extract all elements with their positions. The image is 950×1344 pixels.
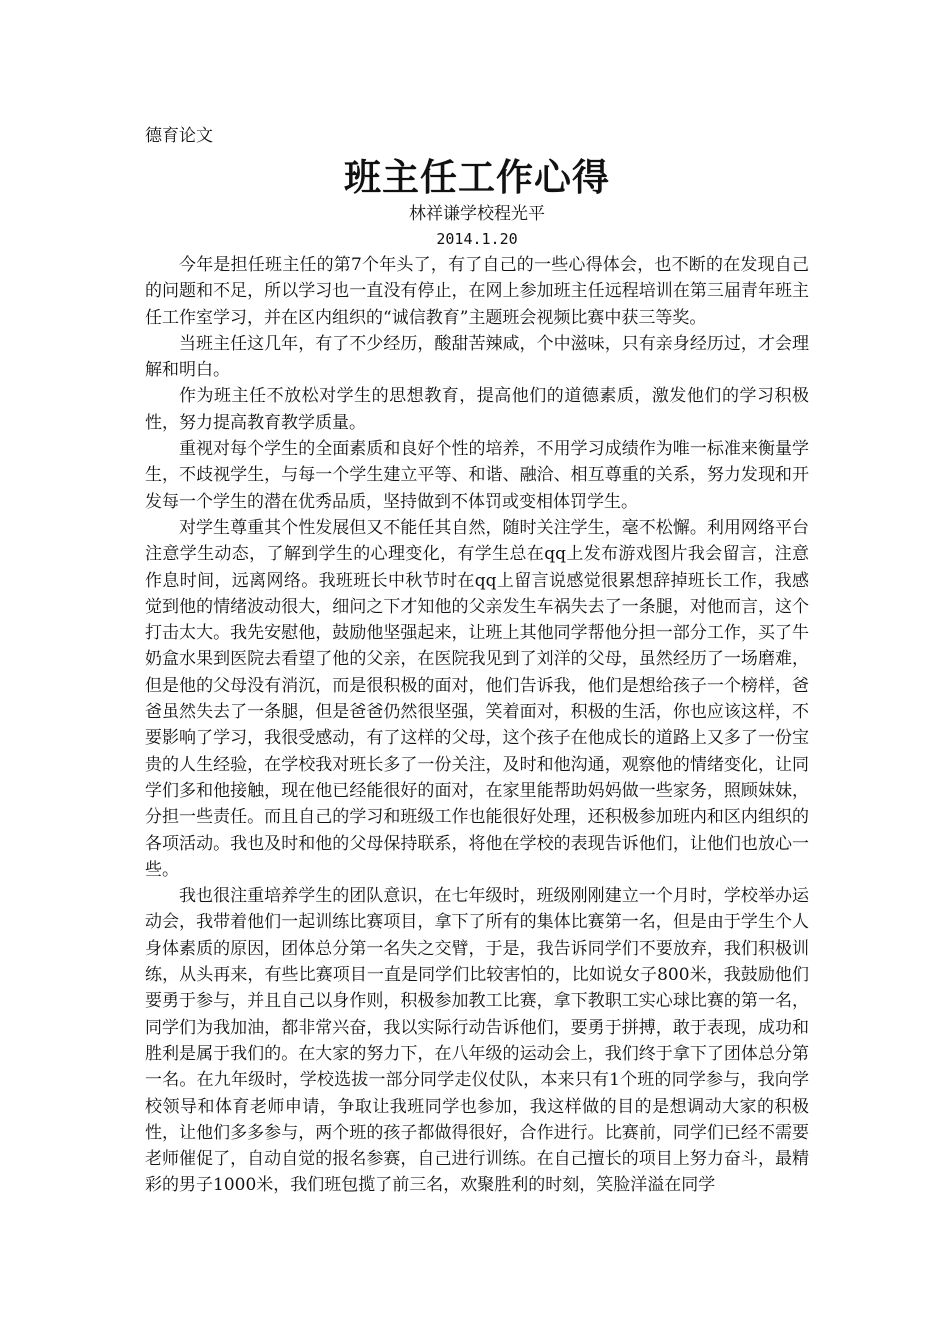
body-paragraph: 对学生尊重其个性发展但又不能任其自然，随时关注学生，毫不松懈。利用网络平台注意学生动态，了解到学生的心理变化，有学生总在qq上发布游戏图片我会留言，注意作息时间，远离网络。我班班长中秋节时在qq上留言说感觉很累想辞掉班长工作，我感觉到他的情绪波动很大，细问之下才知他的父亲发生车祸失去了一条腿，对他而言，这个打击太大。我先安慰他，鼓励他坚强起来，让班上其他同学帮他分担一部分工作，买了牛奶盒水果到医院去看望了他的父亲，在医院我见到了刘洋的父母，虽然经历了一场磨难，但是他的父母没有消沉，而是很积极的面对，他们告诉我，他们是想给孩子一个榜样，爸爸虽然失去了一条腿，但是爸爸仍然很坚强，笑着面对，积极的生活，你也应该这样，不要影响了学习，我很受感动，有了这样的父母，这个孩子在他成长的道路上又多了一份宝贵的人生经验，在学校我对班长多了一份关注，及时和他沟通，观察他的情绪变化，让同学们多和他接触，现在他已经能很好的面对，在家里能帮助妈妈做一些家务，照顾妹妹，分担一些责任。而且自己的学习和班级工作也能很好处理，还积极参加班内和区内组织的各项活动。我也及时和他的父母保持联系，将他在学校的表现告诉他们，让他们也放心一些。 xyxy=(145,517,809,880)
body-paragraph: 我也很注重培养学生的团队意识，在七年级时，班级刚刚建立一个月时，学校举办运动会，我带着他们一起训练比赛项目，拿下了所有的集体比赛第一名，但是由于学生个人身体素质的原因，团体总分第一名失之交臂，于是，我告诉同学们不要放弃，我们积极训练，从头再来，有些比赛项目一直是同学们比较害怕的，比如说女子800米，我鼓励他们要勇于参与，并且自己以身作则，积极参加教工比赛，拿下教职工实心球比赛的第一名，同学们为我加油，都非常兴奋，我以实际行动告诉他们，要勇于拼搏，敢于表现，成功和胜利是属于我们的。在大家的努力下，在八年级的运动会上，我们终于拿下了团体总分第一名。在九年级时，学校选拔一部分同学走仪仗队，本来只有1个班的同学参与，我向学校领导和体育老师申请，争取让我班同学也参加，我这样做的目的是想调动大家的积极性，让他们多多参与，两个班的孩子都做得很好，合作进行。比赛前，同学们已经不需要老师催促了，自动自觉的报名参赛，自己进行训练。在自己擅长的项目上努力奋斗，最精彩的男子1000米，我们班包揽了前三名，欢聚胜利的时刻，笑脸洋溢在同学 xyxy=(145,886,809,1196)
document-title: 班主任工作心得 xyxy=(344,155,610,199)
body-paragraph: 作为班主任不放松对学生的思想教育，提高他们的道德素质，激发他们的学习积极性，努力提高教育教学质量。 xyxy=(145,386,809,433)
document-date: 2014.1.20 xyxy=(436,230,518,248)
document-author: 林祥谦学校程光平 xyxy=(409,204,545,224)
document-category: 德育论文 xyxy=(145,126,213,146)
body-paragraph: 当班主任这几年，有了不少经历，酸甜苦辣咸，个中滋味，只有亲身经历过，才会理解和明白。 xyxy=(145,333,809,381)
document-page xyxy=(145,124,809,1199)
body-paragraph: 重视对每个学生的全面素质和良好个性的培养，不用学习成绩作为唯一标准来衡量学生，不歧视学生，与每一个学生建立平等、和谐、融洽、相互尊重的关系，努力发现和开发每一个学生的潜在优秀品质，坚持做到不体罚或变相体罚学生。 xyxy=(145,439,809,512)
body-paragraph: 今年是担任班主任的第7个年头了，有了自己的一些心得体会，也不断的在发现自己的问题和不足，所以学习也一直没有停止，在网上参加班主任远程培训在第三届青年班主任工作室学习，并在区内组织的“诚信教育”主题班会视频比赛中获三等奖。 xyxy=(145,255,809,328)
